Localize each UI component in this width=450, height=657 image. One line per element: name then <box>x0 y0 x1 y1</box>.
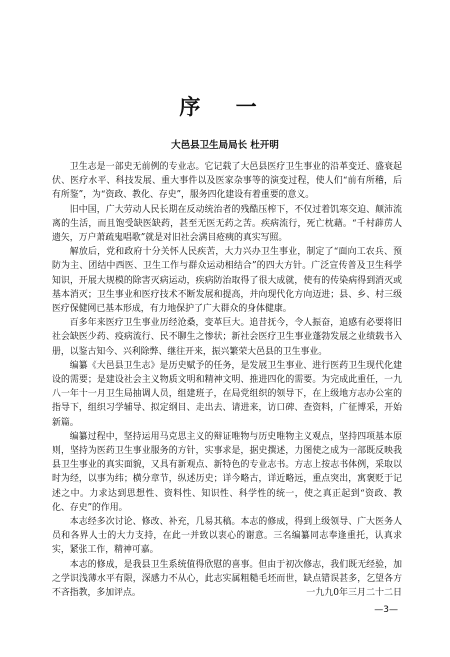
paragraph-5: 编纂《大邑县卫生志》是历史赋予的任务，是发展卫生事业、进行医药卫生现代化建设的需要；是建设社会主义物质文明和精神文明、推进四化的需要。为完成此重任，一九八一年十一月卫生局抽调人员，组建班子，在局党组织的领导下，在上级地方志办公室的指导下，组织习学辅导、拟定纲目、走出去、请进来，访口碑、查资料，广征博采，开始新篇。 <box>52 360 402 428</box>
paragraph-2: 旧中国，广大劳动人民长期在反动统治者的残酷压榨下，不仅过着饥寒交迫、颠沛流离的生活，而且饱受缺医缺药，甚至无医无药之苦。疾病流行，死亡枕藉。“千村薜苈人遗矢，万户萧疏鬼唱歌”就是对旧社会满目疮痍的真实写照。 <box>52 204 402 244</box>
author-byline: 大邑县卫生局局长 杜开明 <box>171 140 279 151</box>
preface-title: 序 一 <box>179 94 271 119</box>
paragraph-3: 解放后，党和政府十分关怀人民疾苦，大力兴办卫生事业，制定了“面向工农兵、预防为主、团结中西医、卫生工作与群众运动相结合”的四大方针。广泛宣传普及卫生科学知识，开展大规模的除害灭病运动，疾病防治取得了很大成就，使有的传染病得到消灭或基本消灭；卫生事业和医疗技术不断发展和提高，并向现代化方向迈进；县、乡、村三级医疗保健网已基本形成，有力地保护了广大群众的身体健康。 <box>52 247 402 315</box>
preface-body <box>52 160 402 600</box>
signature-date: 一九九0年三月二十二日 <box>306 588 402 598</box>
paragraph-6: 编纂过程中，坚持运用马克思主义的辩证唯物与历史唯物主义观点，坚持四项基本原则，坚持为医药卫生事业服务的方针，实事求是，据史撰述，力图使之成为一部既反映我县卫生事业的真实面貌，又具有新观点、新特色的专业志书。方志上按志书体例，采取以时为经，以事为纬；横分章节，纵述历史；详今略古，详近略远，重点突出，寓褒贬于记述之中。力求达到思想性、资料性、知识性、科学性的统一，使之真正起到“资政、教化、存史”的作用。 <box>52 431 402 513</box>
paragraph-7: 本志经多次讨论、修改、补充，几易其稿。本志的修成，得到上级领导、广大医务人员和各界人士的大力支持，在此一并致以衷心的谢意。三名编纂同志奉逢重托，认真求实，紧张工作，精神可嘉。 <box>52 517 402 556</box>
page-number: —3— <box>374 605 398 615</box>
paragraph-1: 卫生志是一部史无前例的专业志。它记载了大邑县医疗卫生事业的沿革变迁、盛衰起伏、医疗水平、科技发展、重大事件以及医家杂事等的演变过程，使人们“前有所稽，后有所鉴”，为“资政、教化、存史”，服务四化建设有着重要的意义。 <box>52 162 402 201</box>
paragraph-8: 本志的修成，是我县卫生系统值得欣慰的喜事。但由于初次修志，我们既无经验，加之学识浅薄水平有限，深感力不从心，此志实属粗糙毛坯而世，缺点错误甚多，乞望各方不吝指教，多加评点。 <box>52 559 402 599</box>
paragraph-4: 百多年来医疗卫生事业历经沧桑，变革巨大。追昔抚今，令人振奋，追感有必要将旧社会缺医少药、疫病流行、民不聊生之惨状；新社会医疗卫生事业蓬勃发展之业绩载书入册，以鉴古知今、兴利除弊、继往开来，振兴繁荣大邑县的卫生事业。 <box>52 318 402 357</box>
